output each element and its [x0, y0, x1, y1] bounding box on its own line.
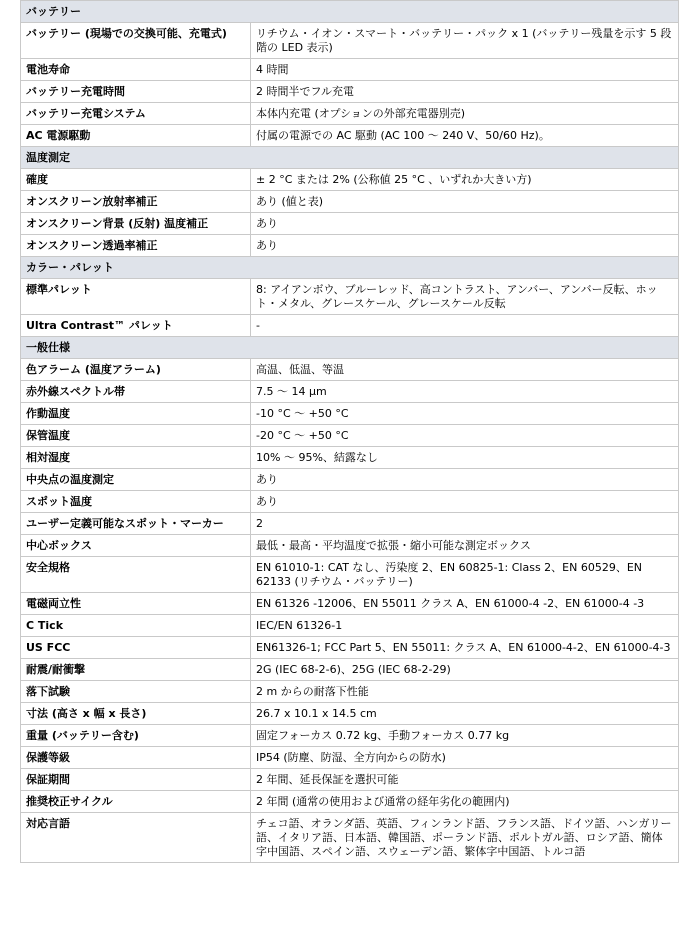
table-row [21, 235, 679, 257]
spec-value: あり [251, 491, 679, 513]
spec-label: 対応言語 [21, 813, 251, 863]
spec-value: IP54 (防塵、防湿、全方向からの防水) [251, 747, 679, 769]
spec-value: 2G (IEC 68-2-6)、25G (IEC 68-2-29) [251, 659, 679, 681]
table-row [21, 23, 679, 59]
spec-value: 付属の電源での AC 駆動 (AC 100 ～ 240 V、50/60 Hz)。 [251, 125, 679, 147]
table-row [21, 403, 679, 425]
spec-label: 確度 [21, 169, 251, 191]
spec-label: 落下試験 [21, 681, 251, 703]
table-row [21, 279, 679, 315]
table-row [21, 725, 679, 747]
spec-label: 標準パレット [21, 279, 251, 315]
spec-label: バッテリー (現場での交換可能、充電式) [21, 23, 251, 59]
spec-value: 2 m からの耐落下性能 [251, 681, 679, 703]
table-row [21, 469, 679, 491]
spec-label: 作動温度 [21, 403, 251, 425]
table-row [21, 81, 679, 103]
table-row [21, 703, 679, 725]
table-row [21, 659, 679, 681]
spec-label: オンスクリーン背景 (反射) 温度補正 [21, 213, 251, 235]
spec-value: あり [251, 213, 679, 235]
spec-label: 中央点の温度測定 [21, 469, 251, 491]
spec-label: AC 電源駆動 [21, 125, 251, 147]
spec-value: 最低・最高・平均温度で拡張・縮小可能な測定ボックス [251, 535, 679, 557]
table-row [21, 381, 679, 403]
table-row [21, 813, 679, 863]
spec-value: -20 °C ～ +50 °C [251, 425, 679, 447]
spec-table [20, 0, 679, 863]
section-header [21, 147, 679, 169]
table-row [21, 315, 679, 337]
table-row [21, 425, 679, 447]
spec-value: あり (値と表) [251, 191, 679, 213]
spec-label: 重量 (バッテリー含む) [21, 725, 251, 747]
spec-label: バッテリー充電システム [21, 103, 251, 125]
spec-label: 推奨校正サイクル [21, 791, 251, 813]
spec-value: あり [251, 469, 679, 491]
spec-label: 電池寿命 [21, 59, 251, 81]
table-row [21, 103, 679, 125]
spec-value: -10 °C ～ +50 °C [251, 403, 679, 425]
spec-label: 赤外線スペクトル帯 [21, 381, 251, 403]
spec-value: IEC/EN 61326-1 [251, 615, 679, 637]
spec-value: 7.5 ～ 14 μm [251, 381, 679, 403]
table-row [21, 359, 679, 381]
spec-value: チェコ語、オランダ語、英語、フィンランド語、フランス語、ドイツ語、ハンガリー語、イタリア語、日本語、韓国語、ポーランド語、ポルトガル語、ロシア語、簡体字中国語、スペイン語、スウェーデン語、繁体字中国語、トルコ語 [251, 813, 679, 863]
table-row [21, 513, 679, 535]
spec-label: ユーザー定義可能なスポット・マーカー [21, 513, 251, 535]
spec-label: オンスクリーン放射率補正 [21, 191, 251, 213]
table-row [21, 191, 679, 213]
spec-value: 本体内充電 (オプションの外部充電器別売) [251, 103, 679, 125]
table-row [21, 615, 679, 637]
table-row [21, 637, 679, 659]
table-row [21, 59, 679, 81]
table-row [21, 747, 679, 769]
spec-label: オンスクリーン透過率補正 [21, 235, 251, 257]
spec-value: 2 年間、延長保証を選択可能 [251, 769, 679, 791]
spec-value: 2 [251, 513, 679, 535]
table-row [21, 593, 679, 615]
table-row [21, 169, 679, 191]
spec-value: 26.7 x 10.1 x 14.5 cm [251, 703, 679, 725]
section-title: 温度測定 [21, 147, 679, 169]
spec-label: 保管温度 [21, 425, 251, 447]
spec-value: 2 時間半でフル充電 [251, 81, 679, 103]
table-row [21, 125, 679, 147]
section-header [21, 337, 679, 359]
spec-table-body [21, 1, 679, 863]
spec-label: US FCC [21, 637, 251, 659]
spec-label: Ultra Contrast™ パレット [21, 315, 251, 337]
section-title: 一般仕様 [21, 337, 679, 359]
section-title: カラー・パレット [21, 257, 679, 279]
spec-value: あり [251, 235, 679, 257]
spec-value: 10% ～ 95%、結露なし [251, 447, 679, 469]
spec-label: 保護等級 [21, 747, 251, 769]
spec-value: 4 時間 [251, 59, 679, 81]
spec-label: スポット温度 [21, 491, 251, 513]
spec-label: 保証期間 [21, 769, 251, 791]
spec-value: 高温、低温、等温 [251, 359, 679, 381]
spec-value: 2 年間 (通常の使用および通常の経年劣化の範囲内) [251, 791, 679, 813]
spec-label: 電磁両立性 [21, 593, 251, 615]
table-row [21, 557, 679, 593]
table-row [21, 213, 679, 235]
table-row [21, 491, 679, 513]
spec-label: 色アラーム (温度アラーム) [21, 359, 251, 381]
section-title: バッテリー [21, 1, 679, 23]
spec-label: 相対湿度 [21, 447, 251, 469]
spec-label: C Tick [21, 615, 251, 637]
spec-value: ± 2 °C または 2% (公称値 25 °C 、いずれか大きい方) [251, 169, 679, 191]
table-row [21, 769, 679, 791]
spec-value: EN61326-1; FCC Part 5、EN 55011: クラス A、EN 61000-4-2、EN 61000-4-3 [251, 637, 679, 659]
spec-label: 安全規格 [21, 557, 251, 593]
table-row [21, 535, 679, 557]
spec-value: 固定フォーカス 0.72 kg、手動フォーカス 0.77 kg [251, 725, 679, 747]
table-row [21, 791, 679, 813]
spec-value: - [251, 315, 679, 337]
table-row [21, 681, 679, 703]
spec-value: 8: アイアンボウ、ブルーレッド、高コントラスト、アンバー、アンバー反転、ホット・メタル、グレースケール、グレースケール反転 [251, 279, 679, 315]
spec-value: EN 61010-1: CAT なし、汚染度 2、EN 60825-1: Class 2、EN 60529、EN 62133 (リチウム・バッテリー) [251, 557, 679, 593]
spec-label: 中心ボックス [21, 535, 251, 557]
spec-value: EN 61326 -12006、EN 55011 クラス A、EN 61000-4 -2、EN 61000-4 -3 [251, 593, 679, 615]
table-row [21, 447, 679, 469]
spec-label: 寸法 (高さ x 幅 x 長さ) [21, 703, 251, 725]
spec-label: バッテリー充電時間 [21, 81, 251, 103]
section-header [21, 1, 679, 23]
spec-value: リチウム・イオン・スマート・バッテリー・パック x 1 (バッテリー残量を示す 5 段階の LED 表示) [251, 23, 679, 59]
spec-label: 耐震/耐衝撃 [21, 659, 251, 681]
section-header [21, 257, 679, 279]
